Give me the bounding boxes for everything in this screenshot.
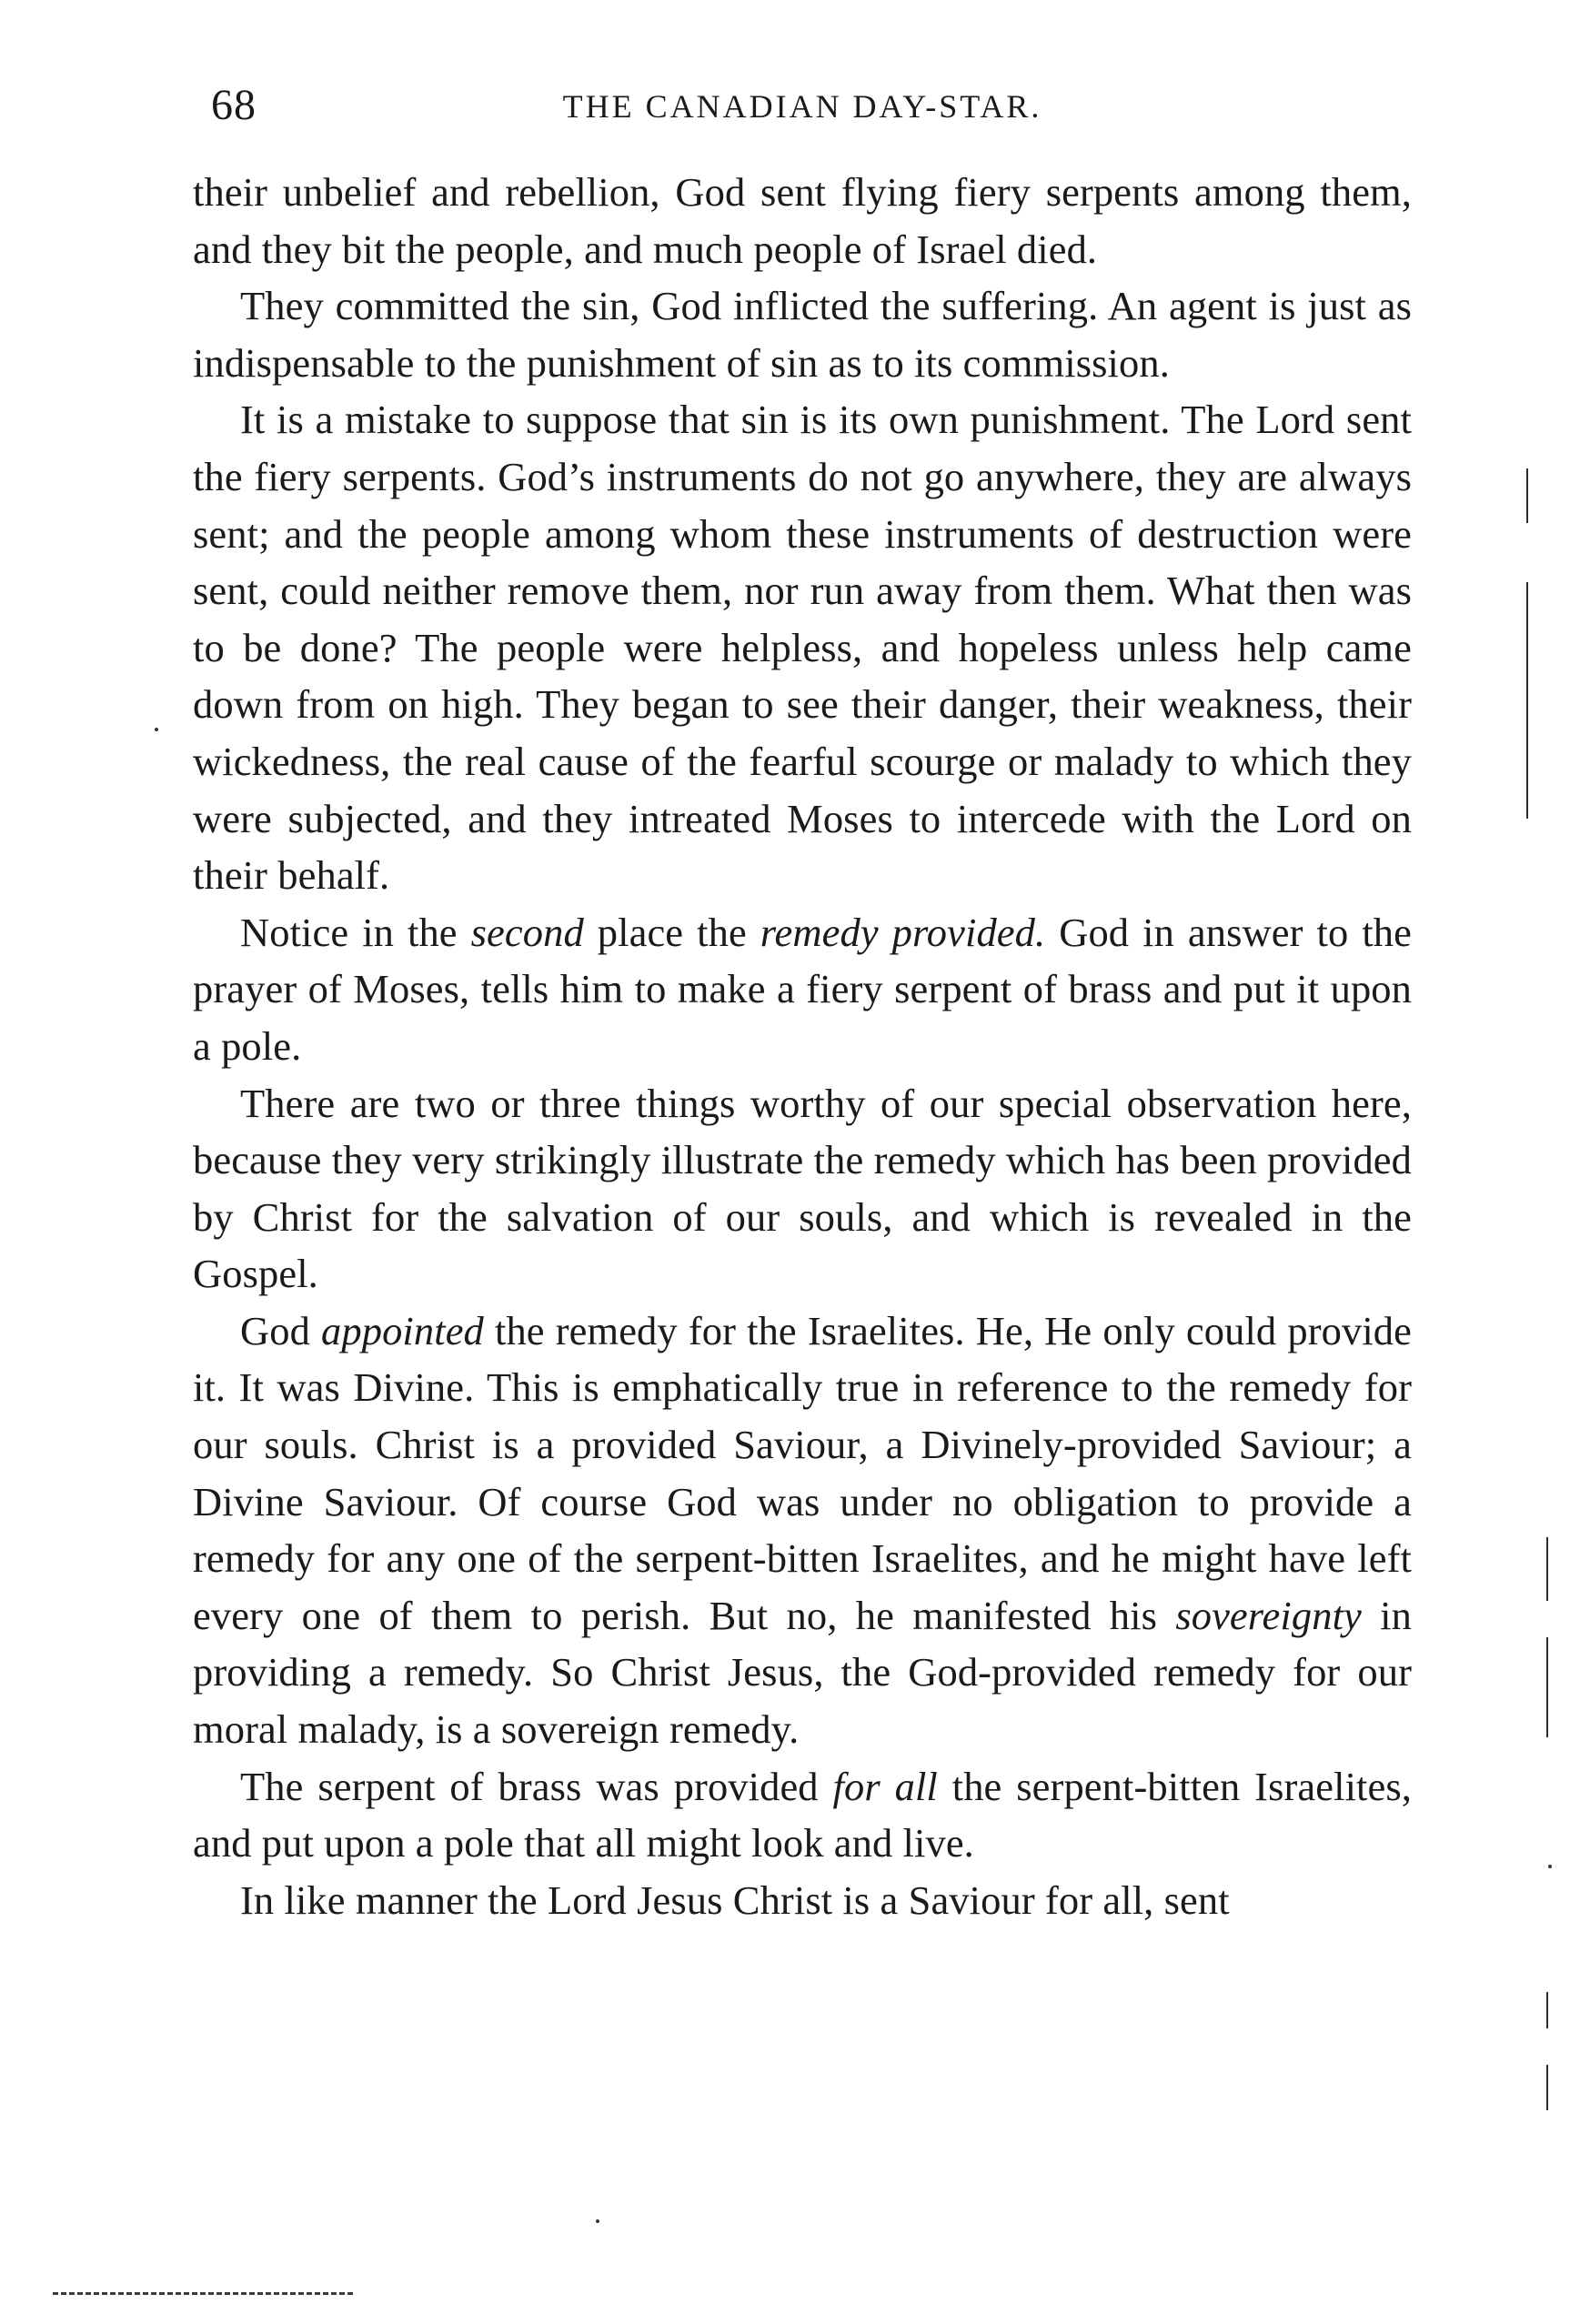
margin-dot-1	[155, 728, 158, 731]
running-head	[193, 80, 1412, 138]
paragraph-5: There are two or three things worthy of our special observation here, because they very strikingly illustrate the remedy which has been provided by Christ for the salvation of our souls, and which is revealed in the Gospel.	[193, 1080, 1412, 1297]
margin-dot-2	[1548, 1865, 1552, 1868]
paragraph-6-text-c: in providing a remedy. So Christ Jesus, the God-provided remedy for our moral malady, is a sovereign remedy.	[193, 1592, 1412, 1753]
paragraph-4	[193, 904, 1412, 1075]
paragraph-4-text-a: Notice in the	[240, 909, 471, 955]
margin-mark-5	[1546, 1992, 1548, 2028]
paragraph-4-emphasis-b: remedy provided.	[760, 909, 1046, 955]
paragraph-7-text-a: The serpent of brass was provided	[240, 1763, 833, 1809]
paragraph-4-text-b: place the	[583, 909, 760, 955]
paragraph-7	[193, 1758, 1412, 1872]
margin-dot-3	[596, 2219, 599, 2223]
margin-mark-6	[1546, 2065, 1548, 2110]
paragraph-4-emphasis-a: second	[470, 909, 584, 955]
paragraph-4-text-c: God in answer to the prayer of Moses, tells him to make a fiery serpent of brass and put it upon a pole.	[193, 909, 1412, 1069]
paragraph-7-text-b: the serpent-bitten Israelites, and put upon a pole that all might look and live.	[193, 1763, 1413, 1866]
paragraph-7-emphasis: for all	[832, 1763, 938, 1809]
margin-mark-2	[1526, 582, 1528, 819]
paragraph-1: their unbelief and rebellion, God sent flying fiery serpents among them, and they bit the people, and much people of Israel died.	[193, 169, 1412, 272]
paragraph-6-text-b: the remedy for the Israelites. He, He only could provide it. It was Divine. This is emphatically true in reference to the remedy for our souls. Christ is a provided Saviour, a Divinely-provided Saviour; a Divine Saviour. Of course God was under no obligation to provide a remedy for any one of the serpent-bitten Israelites, and he might have left every one of them to perish. But no, he manifested his	[193, 1307, 1412, 1638]
running-title: THE CANADIAN DAY-STAR.	[562, 88, 1042, 125]
margin-mark-4	[1546, 1637, 1548, 1737]
paragraph-3: It is a mistake to suppose that sin is its own punishment. The Lord sent the fiery serpents. God’s instruments do not go anywhere, they are always sent; and the people among whom these instruments of destruction were sent, could neither remove them, nor run away from them. What then was to be done? The people were helpless, and hopeless unless help came down from on high. They began to see their danger, their weakness, their wickedness, the real cause of the fearful scourge or malady to which they were subjected, and they intreated Moses to intercede with the Lord on their behalf.	[193, 397, 1412, 899]
bottom-rule	[53, 2292, 353, 2295]
paragraph-6-emphasis-a: appointed	[321, 1307, 484, 1353]
page-number: 68	[211, 81, 257, 129]
book-page	[193, 80, 1412, 1928]
paragraph-8: In like manner the Lord Jesus Christ is a Saviour for all, sent	[240, 1876, 1230, 1923]
margin-mark-3	[1546, 1537, 1548, 1601]
paragraph-6	[193, 1303, 1412, 1758]
paragraph-6-emphasis-b: sovereignty	[1175, 1592, 1362, 1638]
paragraph-6-text-a: God	[240, 1307, 322, 1353]
margin-mark-1	[1526, 468, 1528, 523]
paragraph-2: They committed the sin, God inflicted the suffering. An agent is just as indispensable to the punishment of sin as to its commission.	[193, 283, 1412, 386]
